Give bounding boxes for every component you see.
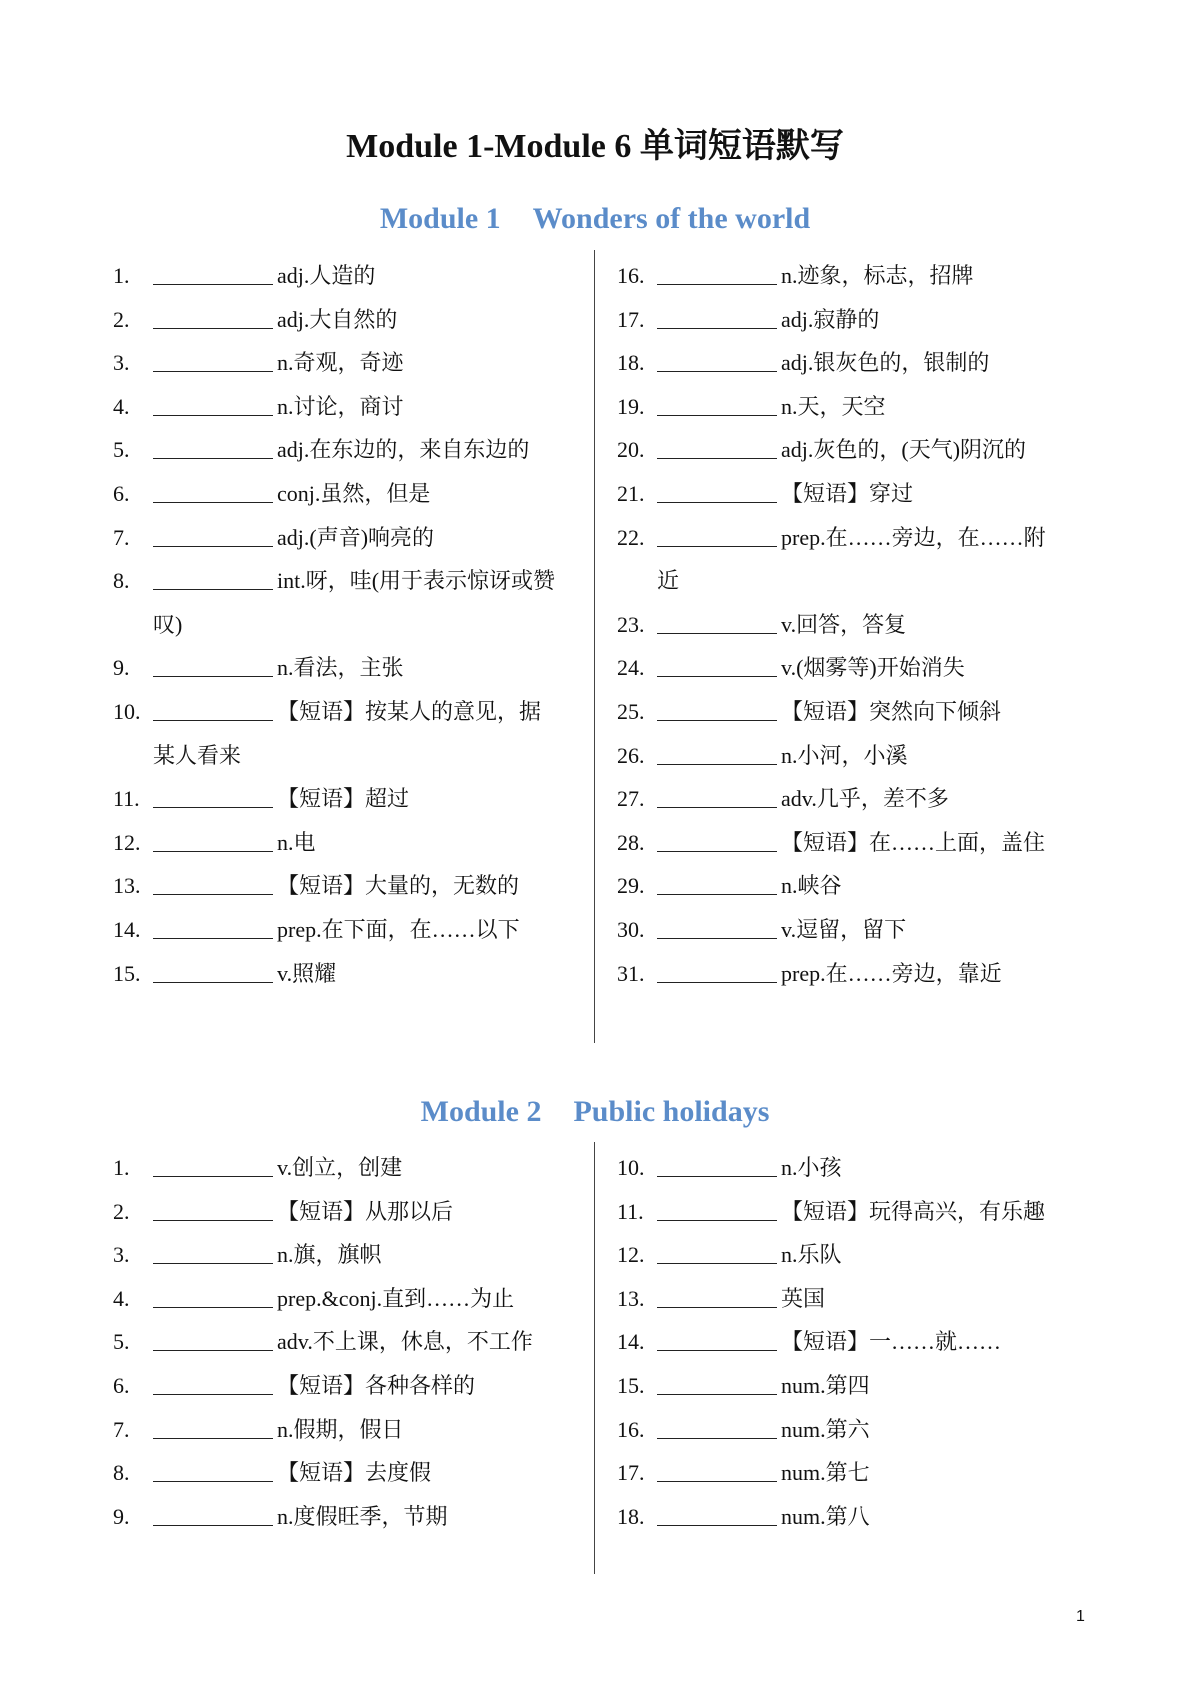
item-number: 15.: [113, 960, 141, 986]
answer-blank[interactable]: [657, 252, 777, 285]
answer-blank[interactable]: [153, 688, 273, 721]
answer-blank[interactable]: [153, 470, 273, 503]
answer-blank[interactable]: [657, 775, 777, 808]
item-definition: v.回答，答复: [781, 611, 907, 637]
item-number: 29.: [617, 873, 645, 899]
item-definition: n.乐队: [781, 1242, 842, 1268]
answer-blank[interactable]: [657, 296, 777, 329]
item-number: 16.: [617, 263, 645, 288]
item-number: 10.: [113, 699, 141, 724]
item-definition: v.(烟雾等)开始消失: [781, 655, 965, 681]
answer-blank[interactable]: [657, 1449, 777, 1482]
item-number: 27.: [617, 786, 645, 812]
answer-blank[interactable]: [657, 644, 777, 677]
module-1-id: Module 1: [379, 202, 501, 235]
answer-blank[interactable]: [657, 950, 777, 983]
item-definition: 英国: [781, 1285, 826, 1311]
item-definition: adv.几乎，差不多: [781, 786, 949, 812]
answer-blank[interactable]: [657, 1275, 777, 1308]
item-definition: n.度假旺季，节期: [277, 1503, 448, 1529]
item-definition: 【短语】玩得高兴，有乐趣: [781, 1198, 1046, 1224]
item-number: 1.: [113, 1155, 130, 1180]
item-number: 5.: [113, 437, 130, 463]
answer-blank[interactable]: [657, 688, 777, 721]
item-definition: conj.虽然，但是: [277, 481, 431, 506]
item-definition: adj.大自然的: [277, 306, 398, 332]
item-number: 3.: [113, 350, 130, 376]
item-number: 24.: [617, 655, 645, 681]
item-definition: v.照耀: [277, 960, 337, 986]
answer-blank[interactable]: [153, 1406, 273, 1439]
answer-blank[interactable]: [153, 1362, 273, 1395]
item-definition: num.第七: [781, 1460, 870, 1486]
answer-blank[interactable]: [657, 906, 777, 939]
answer-blank[interactable]: [153, 1493, 273, 1526]
item-number: 9.: [113, 655, 130, 681]
item-definition: 【短语】突然向下倾斜: [781, 699, 1002, 724]
item-number: 6.: [113, 1373, 130, 1398]
answer-blank[interactable]: [657, 1362, 777, 1395]
module-2-heading: [0, 1095, 1190, 1129]
item-definition: n.讨论，商讨: [277, 393, 404, 419]
item-definition: num.第八: [781, 1503, 870, 1529]
item-definition: 【短语】大量的，无数的: [277, 873, 520, 899]
answer-blank[interactable]: [657, 1188, 777, 1221]
item-definition: 【短语】去度假: [277, 1460, 432, 1486]
item-definition: v.创立，创建: [277, 1155, 403, 1180]
answer-blank[interactable]: [153, 1144, 273, 1177]
item-number: 5.: [113, 1329, 130, 1355]
item-definition: adj.在东边的，来自东边的: [277, 437, 530, 463]
module-2-id: Module 2: [420, 1095, 542, 1128]
item-definition: adj.寂静的: [781, 306, 880, 332]
item-number: 8.: [113, 1460, 130, 1486]
item-definition: prep.&conj.直到……为止: [277, 1285, 515, 1311]
item-definition: 【短语】超过: [277, 786, 410, 812]
item-definition: n.小孩: [781, 1155, 842, 1180]
item-definition: adj.人造的: [277, 263, 376, 288]
item-definition: n.电: [277, 829, 316, 855]
answer-blank[interactable]: [657, 1231, 777, 1264]
item-number: 11.: [113, 786, 140, 812]
page-number: 1: [1076, 1608, 1085, 1625]
answer-blank[interactable]: [657, 1493, 777, 1526]
item-number: 28.: [617, 829, 645, 855]
item-number: 30.: [617, 917, 645, 942]
item-definition: 【短语】按某人的意见，据: [277, 699, 542, 724]
item-number: 19.: [617, 393, 645, 419]
answer-blank[interactable]: [657, 1406, 777, 1439]
module-2-name: Public holidays: [573, 1095, 770, 1128]
answer-blank[interactable]: [153, 1318, 273, 1351]
item-number: 22.: [617, 524, 645, 550]
module-2-column-divider: [594, 1142, 595, 1574]
module-1-name: Wonders of the world: [532, 202, 811, 235]
answer-blank[interactable]: [657, 383, 777, 416]
item-number: 1.: [113, 263, 130, 288]
item-definition: v.逗留，留下: [781, 917, 907, 942]
item-number: 13.: [113, 873, 141, 899]
item-definition: n.峡谷: [781, 873, 842, 899]
item-definition-continued: 近: [657, 568, 680, 594]
answer-blank[interactable]: [153, 557, 273, 590]
item-number: 16.: [617, 1416, 645, 1442]
item-definition: adj.(声音)响亮的: [277, 524, 435, 550]
item-number: 8.: [113, 568, 130, 594]
item-definition-continued: 某人看来: [153, 742, 242, 768]
answer-blank[interactable]: [153, 1231, 273, 1264]
answer-blank[interactable]: [657, 601, 777, 634]
answer-blank[interactable]: [153, 426, 273, 459]
item-definition: prep.在下面，在……以下: [277, 917, 520, 942]
answer-blank[interactable]: [657, 426, 777, 459]
answer-blank[interactable]: [153, 819, 273, 852]
module-1-column-divider: [594, 250, 595, 1043]
answer-blank[interactable]: [657, 1318, 777, 1351]
item-number: 21.: [617, 481, 645, 506]
answer-blank[interactable]: [657, 470, 777, 503]
item-number: 15.: [617, 1373, 645, 1398]
item-number: 14.: [617, 1329, 645, 1355]
item-definition: n.看法，主张: [277, 655, 404, 681]
item-definition: 【短语】各种各样的: [277, 1373, 476, 1398]
answer-blank[interactable]: [153, 339, 273, 372]
answer-blank[interactable]: [153, 950, 273, 983]
item-number: 20.: [617, 437, 645, 463]
item-number: 7.: [113, 1416, 130, 1442]
answer-blank[interactable]: [153, 644, 273, 677]
answer-blank[interactable]: [153, 252, 273, 285]
item-definition-continued: 叹): [153, 611, 183, 637]
item-definition: n.旗，旗帜: [277, 1242, 382, 1268]
answer-blank[interactable]: [657, 732, 777, 765]
item-number: 17.: [617, 306, 645, 332]
item-number: 18.: [617, 1503, 645, 1529]
item-number: 7.: [113, 524, 130, 550]
item-number: 4.: [113, 1285, 130, 1311]
item-number: 13.: [617, 1285, 645, 1311]
item-number: 17.: [617, 1460, 645, 1486]
item-definition: num.第六: [781, 1416, 870, 1442]
answer-blank[interactable]: [153, 514, 273, 547]
answer-blank[interactable]: [153, 1449, 273, 1482]
answer-blank[interactable]: [153, 862, 273, 895]
answer-blank[interactable]: [153, 1275, 273, 1308]
item-number: 10.: [617, 1155, 645, 1180]
item-definition: adv.不上课，休息，不工作: [277, 1329, 533, 1355]
item-number: 6.: [113, 481, 130, 506]
answer-blank[interactable]: [153, 296, 273, 329]
item-number: 2.: [113, 306, 130, 332]
item-definition: n.迹象，标志，招牌: [781, 263, 974, 288]
item-definition: n.天，天空: [781, 393, 886, 419]
item-definition: 【短语】穿过: [781, 481, 914, 506]
item-definition: n.假期，假日: [277, 1416, 404, 1442]
answer-blank[interactable]: [657, 514, 777, 547]
item-number: 3.: [113, 1242, 130, 1268]
item-definition: 【短语】从那以后: [277, 1198, 454, 1224]
answer-blank[interactable]: [153, 906, 273, 939]
item-definition: adj.灰色的，(天气)阴沉的: [781, 437, 1027, 463]
item-definition: adj.银灰色的，银制的: [781, 350, 990, 376]
item-definition: prep.在……旁边，在……附: [781, 524, 1046, 550]
answer-blank[interactable]: [153, 775, 273, 808]
answer-blank[interactable]: [657, 862, 777, 895]
answer-blank[interactable]: [657, 819, 777, 852]
item-number: 2.: [113, 1198, 130, 1224]
item-number: 12.: [617, 1242, 645, 1268]
page-title: Module 1-Module 6 单词短语默写: [346, 128, 844, 165]
module-1-heading: [0, 202, 1190, 236]
item-definition: int.呀，哇(用于表示惊讶或赞: [277, 568, 556, 594]
item-number: 9.: [113, 1503, 130, 1529]
item-number: 11.: [617, 1198, 644, 1224]
item-number: 23.: [617, 611, 645, 637]
item-definition: prep.在……旁边，靠近: [781, 960, 1002, 986]
item-definition: num.第四: [781, 1373, 870, 1398]
item-number: 26.: [617, 742, 645, 768]
item-number: 12.: [113, 829, 141, 855]
item-definition: n.小河，小溪: [781, 742, 908, 768]
item-number: 25.: [617, 699, 645, 724]
item-number: 4.: [113, 393, 130, 419]
item-number: 14.: [113, 917, 141, 942]
answer-blank[interactable]: [657, 1144, 777, 1177]
item-number: 18.: [617, 350, 645, 376]
item-definition: 【短语】一……就……: [781, 1329, 1002, 1355]
answer-blank[interactable]: [657, 339, 777, 372]
item-number: 31.: [617, 960, 645, 986]
answer-blank[interactable]: [153, 1188, 273, 1221]
item-definition: 【短语】在……上面，盖住: [781, 829, 1046, 855]
answer-blank[interactable]: [153, 383, 273, 416]
item-definition: n.奇观，奇迹: [277, 350, 404, 376]
